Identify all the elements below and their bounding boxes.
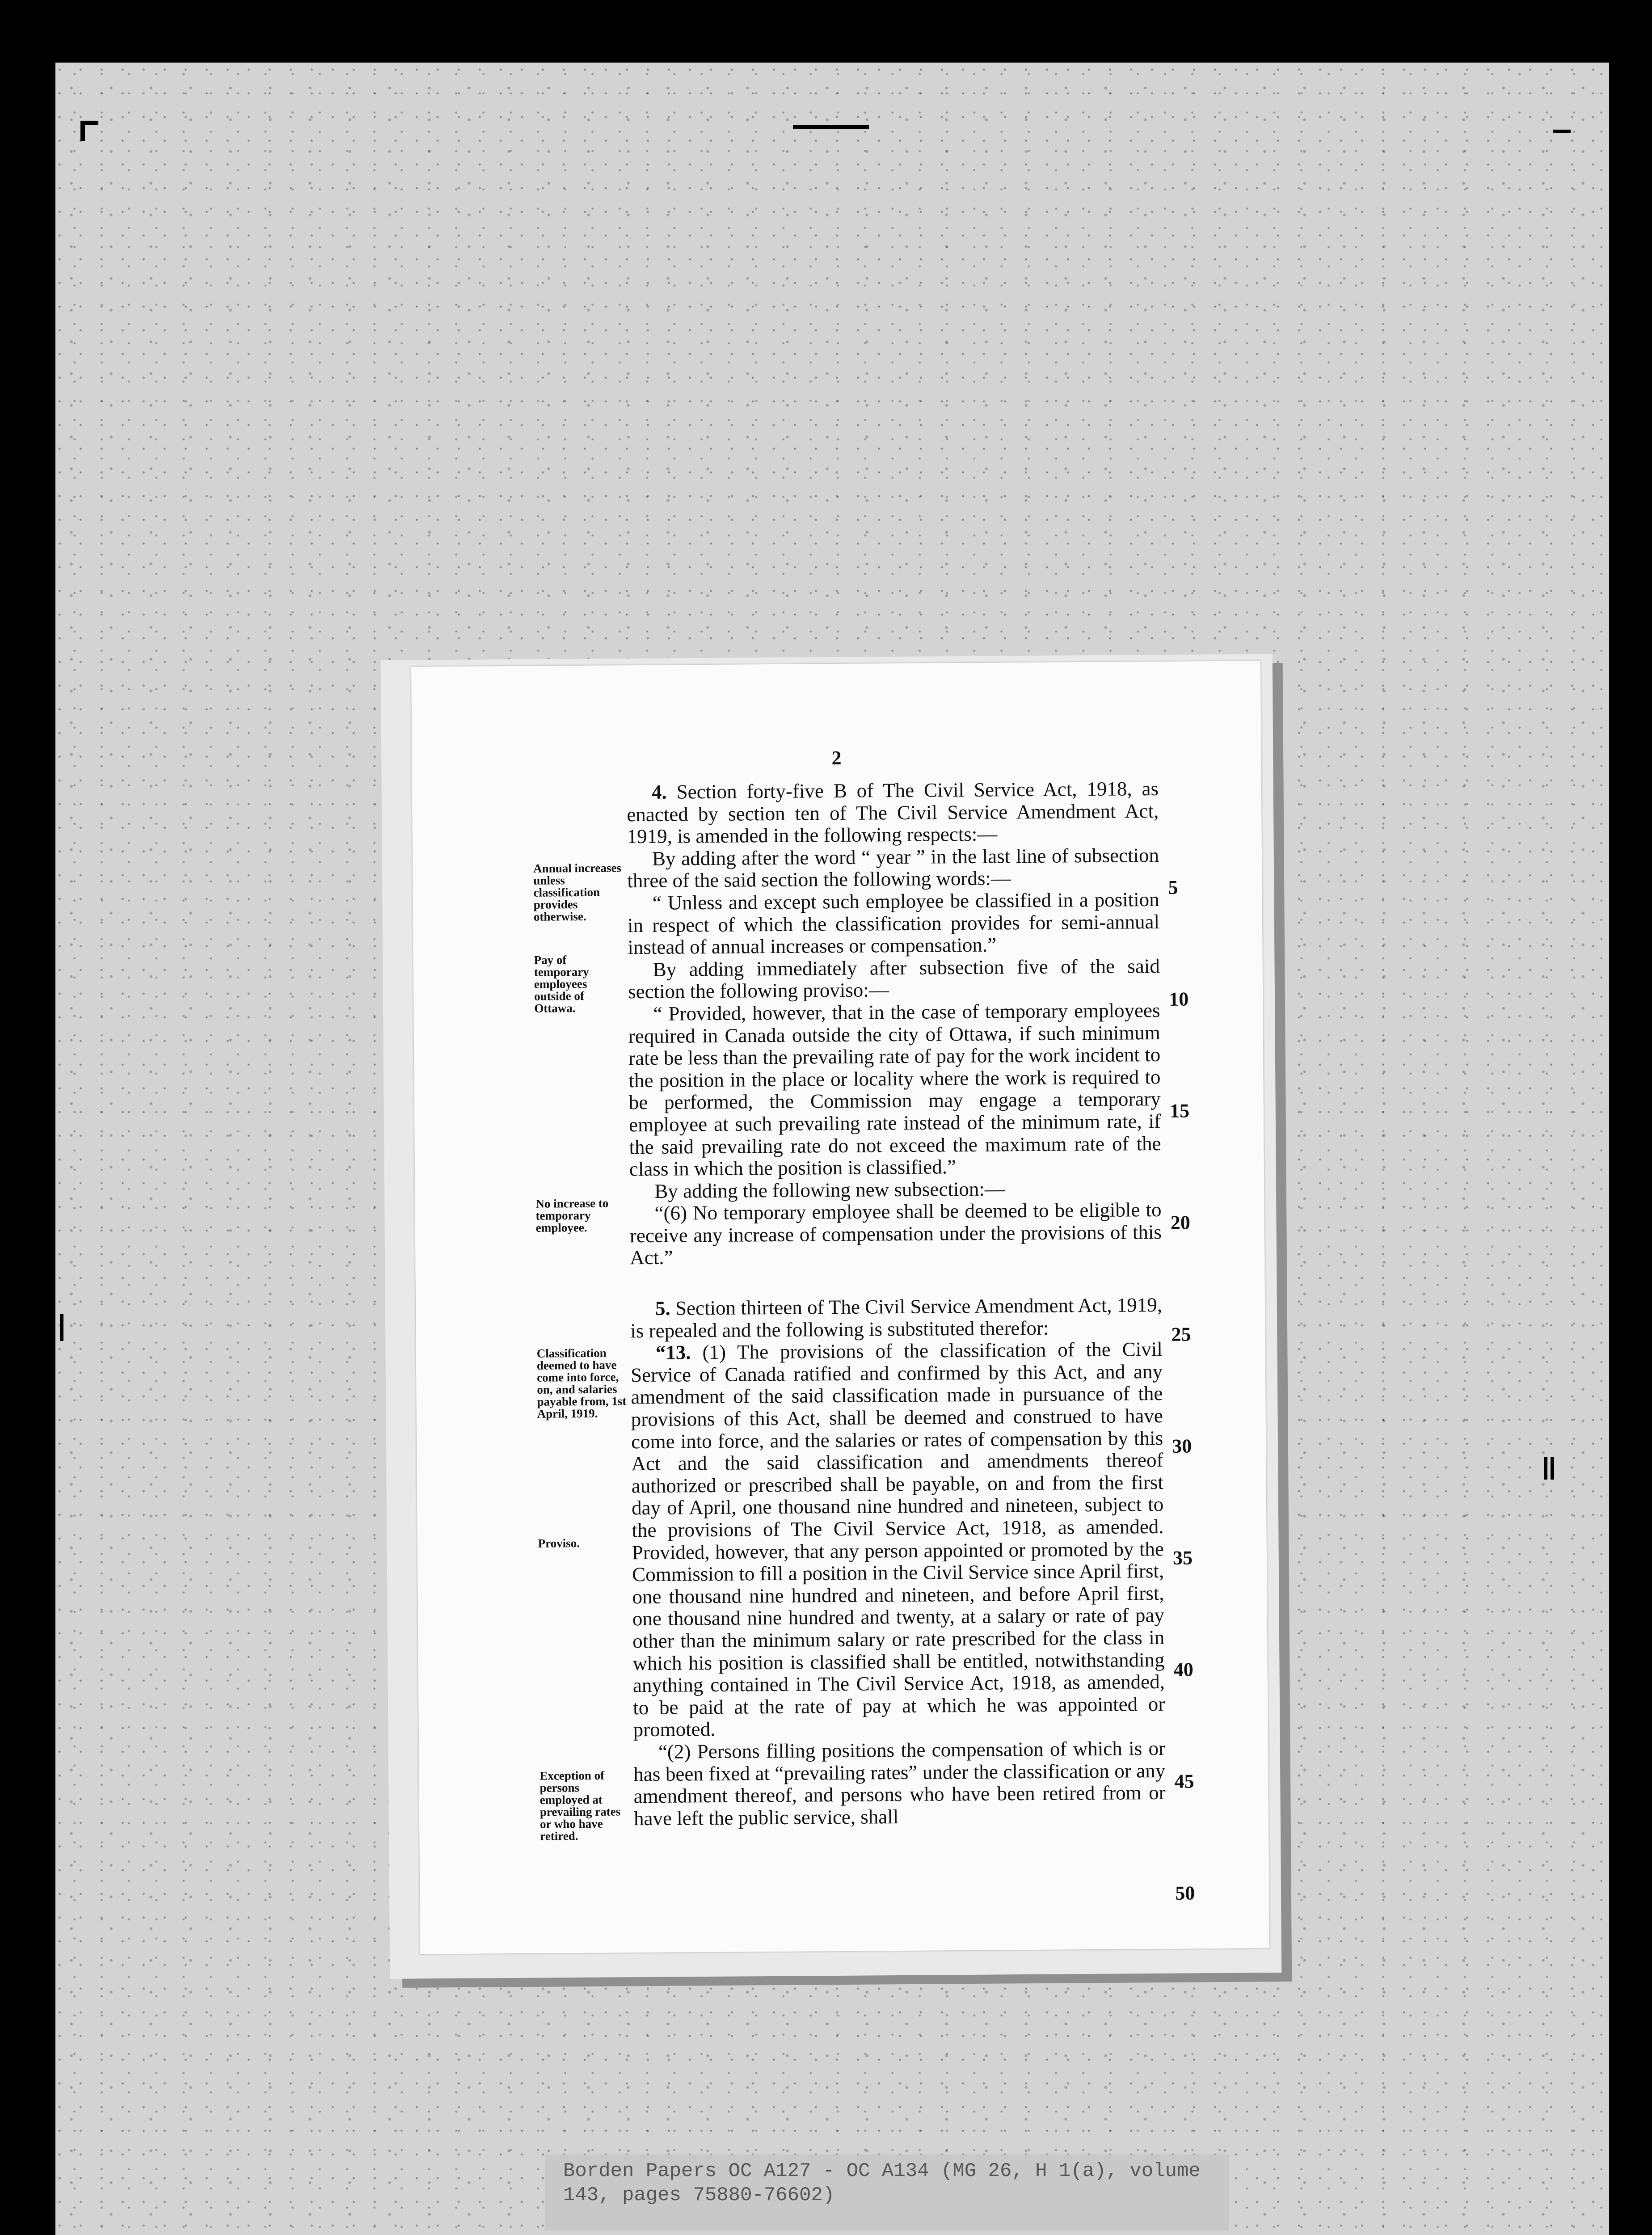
line-number: 35 — [1172, 1547, 1193, 1569]
line-number: 45 — [1174, 1770, 1194, 1792]
film-mark — [60, 1314, 63, 1341]
film-mark — [793, 125, 869, 129]
line-number: 30 — [1172, 1435, 1192, 1457]
paragraph-text: “(6) No temporary employee shall be deemed to be eligible to receive any increase of compensation under the provisions of this Act.” — [629, 1198, 1162, 1269]
paragraph-text: “ Unless and except such employee be classified in a position in respect of which the classification provides for semi-annual instead of annual increases or compensation.” — [627, 888, 1160, 959]
document-page — [411, 661, 1269, 1954]
citation-text: Borden Papers OC A127 - OC A134 (MG 26, H 1(a), volume 143, pages 75880-76602) — [563, 2160, 1201, 2206]
paragraph — [628, 999, 1161, 1181]
marginal-note: No increase to temporary employee. — [535, 1196, 609, 1235]
line-number: 5 — [1168, 876, 1178, 898]
page-number: 2 — [831, 746, 842, 769]
microfilm-frame — [9, 9, 1643, 2235]
paragraph — [628, 889, 1160, 959]
paragraph-text: By adding immediately after subsection five of the said section the following proviso:— — [628, 954, 1160, 1003]
body-text — [627, 778, 1166, 1830]
paragraph — [630, 1294, 1163, 1342]
paragraph-text: By adding after the word “ year ” in the last line of subsection three of the said section the following words:— — [627, 843, 1159, 892]
line-number: 50 — [1175, 1882, 1195, 1904]
paragraph — [628, 955, 1160, 1003]
paragraph — [629, 1199, 1162, 1269]
line-number: 40 — [1173, 1658, 1193, 1681]
section-number: 5. — [655, 1297, 670, 1320]
paragraph-text: Section forty-five B of The Civil Service Act, 1918, as enacted by section ten of The Civil Service Amendment Act, 1919, is amended in the following respects:— — [627, 777, 1159, 848]
section-number: “13. — [655, 1341, 691, 1364]
section-number: 4. — [651, 780, 667, 803]
line-number: 10 — [1169, 988, 1189, 1010]
paragraph-text: “(2) Persons filling positions the compensation of which is or has been fixed at “prevailing rates” under the classification or any amendment thereof, and persons who have been retired from or have left the public service, shall — [633, 1737, 1166, 1830]
marginal-note: Annual increases unless classification provides otherwise. — [533, 861, 622, 924]
line-number: 25 — [1171, 1323, 1191, 1345]
film-mark — [1544, 1457, 1547, 1480]
marginal-note: Exception of persons employed at prevailing rates or who have retired. — [539, 1768, 621, 1843]
paragraph — [631, 1338, 1165, 1741]
paragraph — [627, 844, 1159, 892]
marginal-note: Proviso. — [538, 1536, 580, 1550]
line-numbers — [1167, 661, 1202, 1904]
marginal-note: Pay of temporary employees outside of Ottawa. — [534, 953, 589, 1015]
crop-mark — [80, 121, 98, 125]
line-number: 15 — [1169, 1100, 1190, 1122]
marginal-note: Classification deemed to have come into force, on, and salaries payable from, 1st April, 1919. — [536, 1346, 627, 1421]
paragraph — [633, 1737, 1166, 1830]
paragraph — [627, 778, 1159, 848]
film-mark — [1553, 130, 1571, 133]
paragraph-text: “ Provided, however, that in the case of temporary employees required in Canada outside the city of Ottawa, if such minimum rate be less than the prevailing rate of pay for the work incident to the position in the place or locality where the work is required to be performed, the Commission may engage a temporary employee at such prevailing rate instead of the minimum rate, if the said prevailing rate do not exceed the maximum rate of the class in which the position is classified.” — [628, 999, 1161, 1181]
paragraph-text: By adding the following new subsection:— — [654, 1177, 1005, 1202]
film-mark — [1551, 1457, 1554, 1480]
paragraph-text: (1) The provisions of the classification of the Civil Service of Canada ratified and confirmed by this Act, and any amendment of the said classification made in pursuance of the provisions of this Act, shall be deemed and construed to have come into force, and the salaries or rates of compensation by this Act and the said classification and amendments thereof authorized or prescribed shall be payable, on and from the first day of April, one thousand nine hundred and nineteen, subject to the provisions of The Civil Service Act, 1918, as amended. Provided, however, that any person appointed or promoted by the Commission to fill a position in the Civil Service since April first, one thousand nine hundred and nineteen, and before April first, one thousand nine hundred and twenty, at a salary or rate of pay other than the minimum salary or rate prescribed for the class in which his position is classified shall be entitled, notwithstanding anything contained in The Civil Service Act, 1918, as amended, to be paid at the rate of pay at which he was appointed or promoted. — [630, 1338, 1165, 1741]
paragraph-text: Section thirteen of The Civil Service Amendment Act, 1919, is repealed and the following is substituted therefor: — [630, 1294, 1163, 1342]
line-number: 20 — [1170, 1211, 1190, 1234]
